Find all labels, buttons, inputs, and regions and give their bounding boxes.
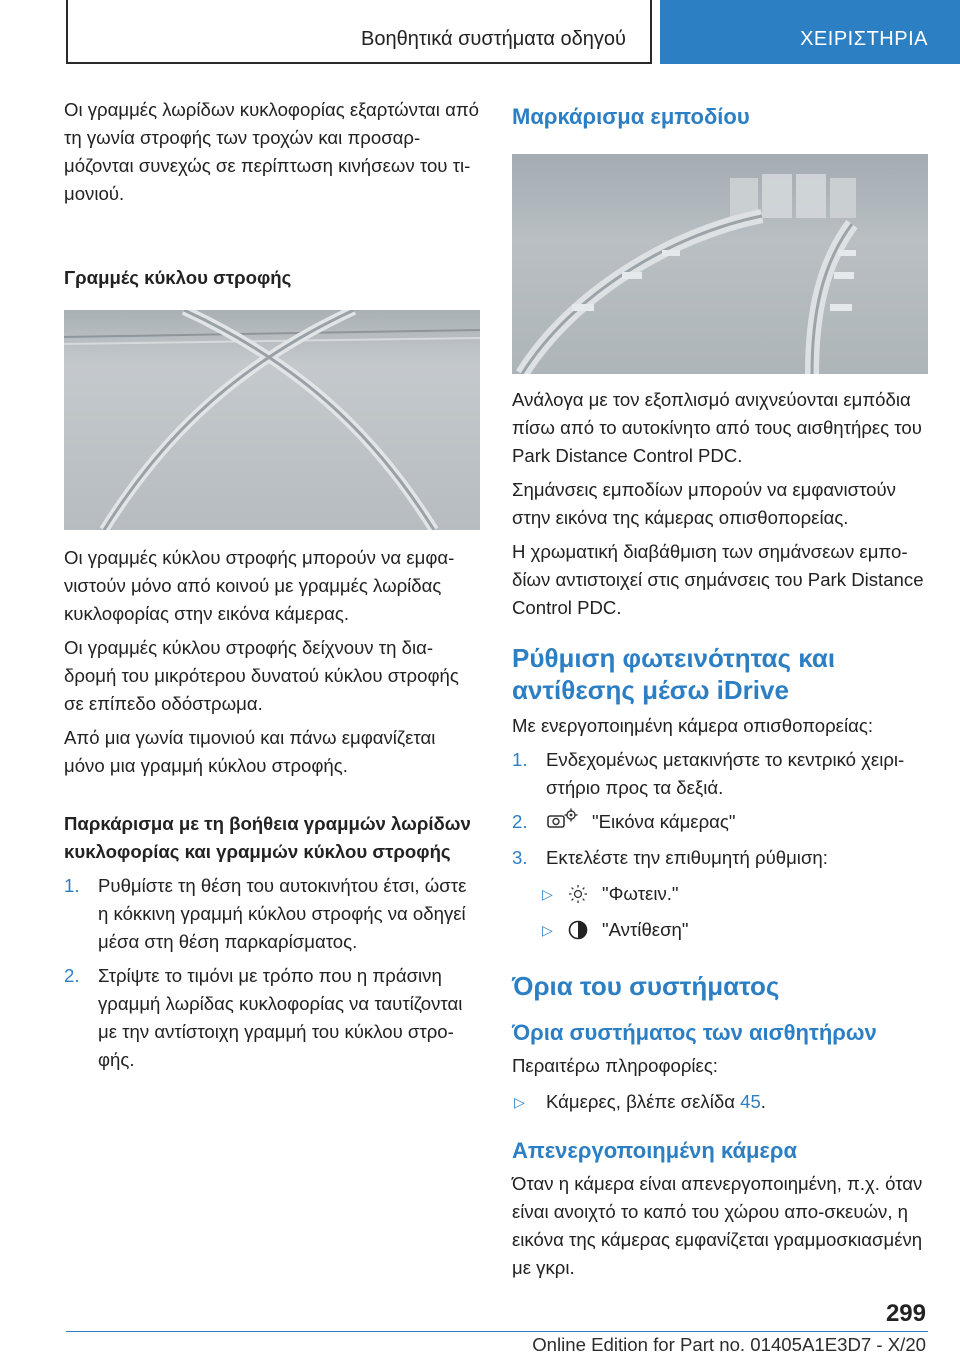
parking-heading: Παρκάρισμα με τη βοήθεια γραμμών λωρίδων κυκλοφορίας και γραμμών κύκλου στροφής: [64, 813, 471, 862]
triangle-bullet-icon: ▷: [514, 1094, 525, 1111]
sensor-limits-heading: Όρια συστήματος των αισθητήρων: [512, 1020, 877, 1046]
turn-circle-p2: Οι γραμμές κύκλου στροφής δείχνουν τη δια-δρομή του μικρότερου δυνατού κύκλου στροφής σε επίπεδο οδόστρωμα.: [64, 637, 459, 714]
step-text: Ενδεχομένως μετακινήστε το κεντρικό χειρι-στήριο προς τα δεξιά.: [546, 749, 905, 798]
step-number: 1.: [512, 749, 528, 770]
step-text: Ρυθμίστε τη θέση του αυτοκινήτου έτσι, ώστε η κόκκινη γραμμή κύκλου στροφής να οδηγεί μέσα στη θέση παρκαρίσματος.: [98, 875, 467, 952]
list-item: [512, 844, 928, 872]
step-number: 1.: [64, 875, 80, 896]
brightness-intro: Με ενεργοποιημένη κάμερα οπισθοπορείας:: [512, 715, 873, 736]
step-text[interactable]: "Εικόνα κάμερας": [592, 811, 736, 832]
brightness-option-label: "Φωτειν.": [602, 883, 679, 905]
step-text: Στρίψτε το τιμόνι με τρόπο που η πράσινη γραμμή λωρίδας κυκλοφορίας να ταυτίζονται με την αντίστοιχη γραμμή του κύκλου στρο-φής.: [98, 965, 463, 1070]
step-text: Εκτελέστε την επιθυμητή ρύθμιση:: [546, 847, 828, 869]
header-chapter-tab[interactable]: [660, 0, 960, 64]
brightness-sun-icon: [568, 884, 588, 912]
triangle-bullet-icon: ▷: [542, 886, 553, 903]
disabled-camera-heading: Απενεργοποιημένη κάμερα: [512, 1138, 798, 1164]
cameras-ref-end: .: [760, 1091, 766, 1113]
step-number: 2.: [512, 811, 528, 832]
turn-circle-heading: Γραμμές κύκλου στροφής: [64, 267, 292, 288]
contrast-option[interactable]: [512, 916, 928, 944]
obstacle-marking-image: [512, 154, 928, 374]
header-section-title: Βοηθητικά συστήματα οδηγού: [361, 28, 626, 50]
list-item: [64, 962, 480, 1074]
left-column: [64, 96, 480, 1074]
brightness-contrast-heading: Ρύθμιση φωτεινότητας και αντίθεσης μέσω iDrive: [512, 643, 836, 705]
list-item: [512, 746, 928, 802]
contrast-icon: [568, 920, 588, 948]
brightness-steps-list: [512, 746, 928, 872]
camera-settings-icon: [546, 808, 578, 838]
header-section-box: [66, 0, 652, 64]
obstacle-p2: Σημάνσεις εμποδίων μπορούν να εμφανιστούν στην εικόνα της κάμερας οπισθοπορείας.: [512, 479, 896, 528]
step-number: 3.: [512, 847, 528, 869]
turn-circle-p1: Οι γραμμές κύκλου στροφής μπορούν να εμφα-νιστούν μόνο από κοινού με γραμμές λωρίδας κυκλοφορίας στην εικόνα κάμερας.: [64, 547, 455, 624]
cameras-reference: [512, 1088, 928, 1116]
obstacle-marking-heading: Μαρκάρισμα εμποδίου: [512, 104, 750, 129]
obstacle-p1: Ανάλογα με τον εξοπλισμό ανιχνεύονται εμπόδια πίσω από το αυτοκίνητο από τους αισθητήρες του Park Distance Control PDC.: [512, 389, 922, 466]
turn-circle-p3: Από μια γωνία τιμονιού και πάνω εμφανίζεται μόνο μια γραμμή κύκλου στροφής.: [64, 727, 436, 776]
footer-edition: Online Edition for Part no. 01405A1E3D7 - X/20: [532, 1334, 926, 1355]
right-column: [512, 96, 928, 1282]
triangle-bullet-icon: ▷: [542, 922, 553, 939]
disabled-camera-text: Όταν η κάμερα είναι απενεργοποιημένη, π.χ. όταν είναι ανοιχτό το καπό του χώρου απο-σκευών, η εικόνα της κάμερας εμφανίζεται γραμμοσκιασμένη με γκρι.: [512, 1173, 923, 1279]
obstacle-p3: Η χρωματική διαβάθμιση των σημάνσεων εμπο-δίων αντιστοιχεί στις σημάνσεις του Park Distance Control PDC.: [512, 541, 924, 618]
system-limits-heading: Όρια του συστήματος: [512, 971, 780, 1002]
parking-steps-list: [64, 872, 480, 1074]
page-link[interactable]: 45: [740, 1091, 761, 1113]
brightness-option[interactable]: [512, 880, 928, 908]
page-number: 299: [885, 1300, 926, 1327]
cameras-ref-text: Κάμερες, βλέπε σελίδα: [546, 1091, 741, 1113]
turning-circle-lines-image: [64, 310, 480, 530]
footer-divider: [66, 1331, 928, 1332]
further-info-label: Περαιτέρω πληροφορίες:: [512, 1055, 718, 1077]
header-chapter-label: ΧΕΙΡΙΣΤΗΡΙΑ: [800, 28, 928, 50]
contrast-option-label: "Αντίθεση": [602, 919, 689, 941]
step-number: 2.: [64, 965, 80, 986]
lane-lines-intro: Οι γραμμές λωρίδων κυκλοφορίας εξαρτώνται από τη γωνία στροφής των τροχών και προσαρ-μόζονται συνεχώς σε περίπτωση κινήσεων του τι-μονιού.: [64, 99, 480, 204]
list-item: [64, 872, 480, 956]
list-item: [512, 808, 928, 838]
